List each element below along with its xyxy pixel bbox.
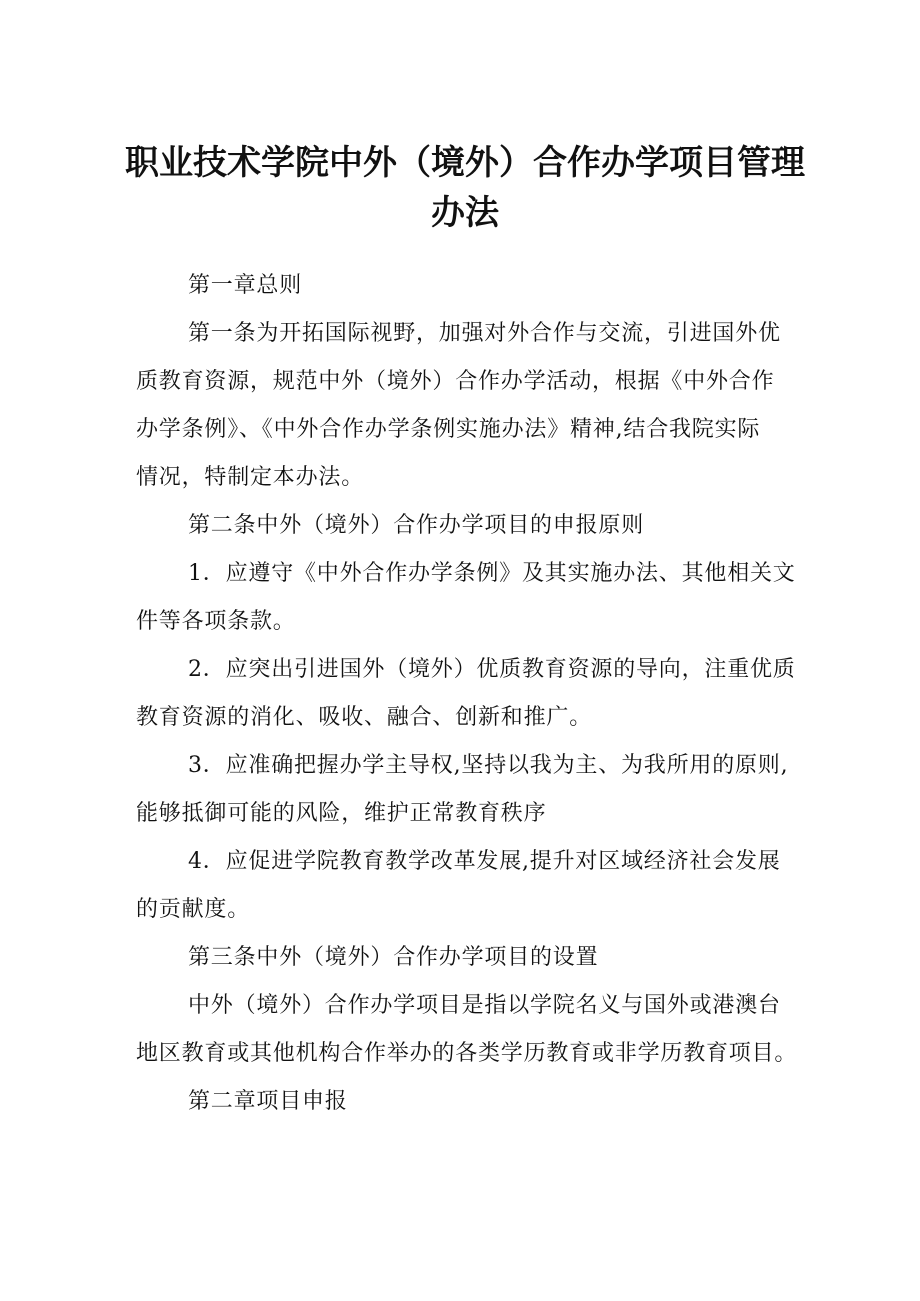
paragraph-line: 件等各项条款。	[136, 609, 296, 634]
list-item	[136, 550, 806, 646]
paragraph-line: 4．应促进学院教育教学改革发展,提升对区域经济社会发展	[188, 849, 781, 874]
paragraph-line: 第二章项目申报	[188, 1089, 348, 1114]
title-line: 职业技术学院中外（境外）合作办学项目管理	[125, 143, 805, 183]
document-body	[136, 262, 806, 1126]
list-item	[136, 838, 806, 934]
article-paragraph	[136, 982, 806, 1078]
paragraph-line: 中外（境外）合作办学项目是指以学院名义与国外或港澳台	[188, 993, 781, 1018]
paragraph-line: 3．应准确把握办学主导权,坚持以我为主、为我所用的原则,	[188, 753, 789, 778]
paragraph-line: 2．应突出引进国外（境外）优质教育资源的导向，注重优质	[188, 657, 796, 682]
paragraph-line: 第一条为开拓国际视野，加强对外合作与交流，引进国外优	[188, 321, 781, 346]
paragraph-line: 第二条中外（境外）合作办学项目的申报原则	[188, 513, 645, 538]
title-line: 办法	[431, 193, 499, 233]
paragraph-line: 质教育资源，规范中外（境外）合作办学活动，根据《中外合作	[136, 369, 775, 394]
article-heading	[136, 934, 806, 982]
paragraph-line: 第三条中外（境外）合作办学项目的设置	[188, 945, 599, 970]
document-title	[120, 138, 810, 238]
paragraph-line: 地区教育或其他机构合作举办的各类学历教育或非学历教育项目。	[136, 1041, 798, 1066]
paragraph-line: 能够抵御可能的风险，维护正常教育秩序	[136, 801, 547, 826]
paragraph-line: 的贡献度。	[136, 897, 251, 922]
chapter-heading	[136, 1078, 806, 1126]
chapter-heading	[136, 262, 806, 310]
list-item	[136, 742, 806, 838]
paragraph-line: 情况，特制定本办法。	[136, 465, 365, 490]
paragraph-line: 教育资源的消化、吸收、融合、创新和推广。	[136, 705, 593, 730]
list-item	[136, 646, 806, 742]
paragraph-line: 第一章总则	[188, 273, 303, 298]
paragraph-line: 1．应遵守《中外合作办学条例》及其实施办法、其他相关文	[188, 561, 796, 586]
paragraph-line: 办学条例》、《中外合作办学条例实施办法》精神,结合我院实际	[136, 417, 761, 442]
article-paragraph	[136, 310, 806, 502]
article-heading	[136, 502, 806, 550]
